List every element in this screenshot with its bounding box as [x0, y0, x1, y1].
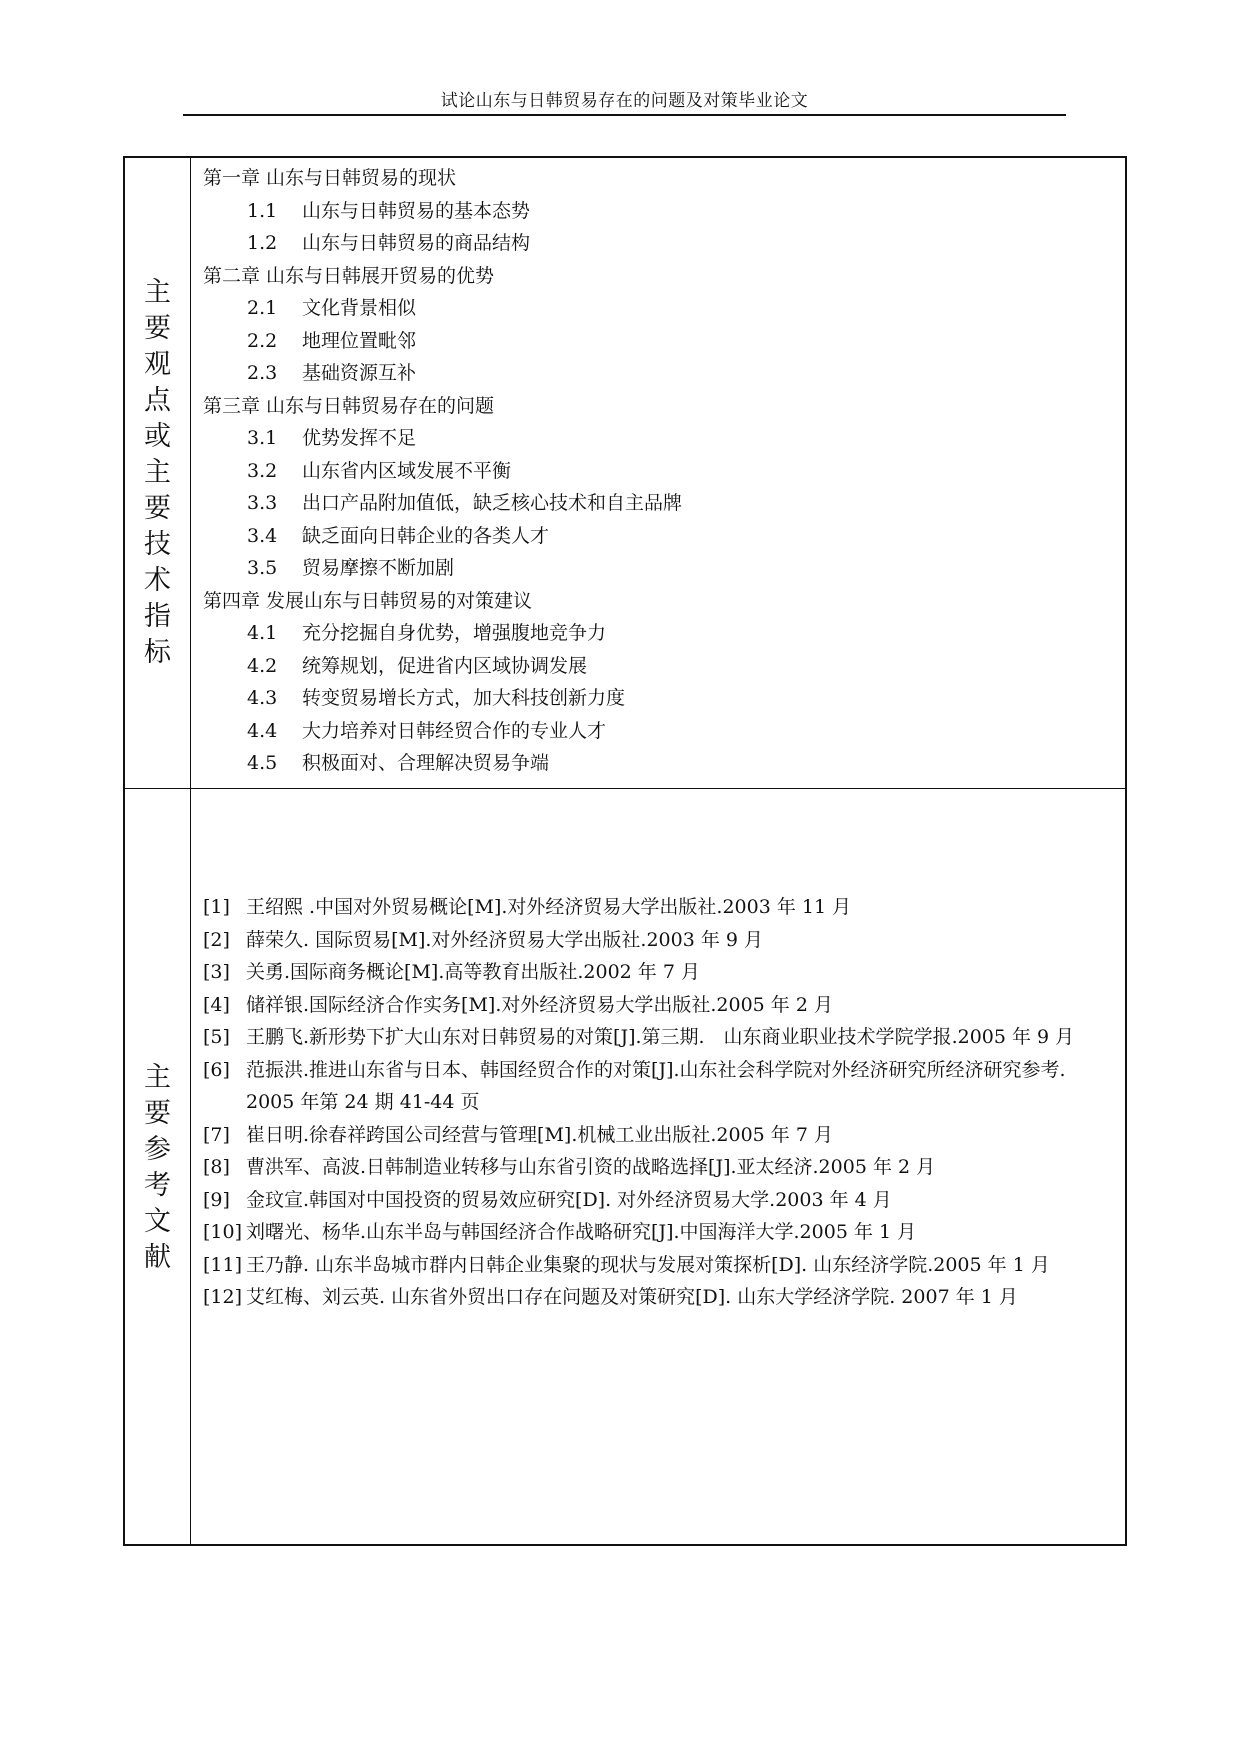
- label-references: [125, 788, 190, 1548]
- reference-number: [8]: [203, 1156, 230, 1178]
- reference-number: [3]: [203, 961, 230, 983]
- section-entry: [203, 487, 1119, 520]
- section-entry: [203, 325, 1119, 358]
- label-char: 要: [144, 313, 171, 344]
- reference-text: 储祥银.国际经济合作实务[M].对外经济贸易大学出版社.2005 年 2 月: [246, 993, 833, 1016]
- reference-item: [203, 1021, 1117, 1054]
- header-rule: [183, 114, 1066, 116]
- reference-text: 王乃静. 山东半岛城市群内日韩企业集聚的现状与发展对策探析[D]. 山东经济学院.2005 年 1 月: [246, 1253, 1050, 1276]
- section-title: 转变贸易增长方式，加大科技创新力度: [302, 687, 626, 709]
- section-title: 山东与日韩贸易的商品结构: [302, 232, 531, 254]
- reference-number: [9]: [203, 1188, 230, 1211]
- section-number: 3.1: [247, 427, 278, 449]
- reference-item: [203, 1184, 1117, 1217]
- reference-item: [203, 1151, 1117, 1184]
- label-char: 标: [144, 637, 171, 668]
- section-title: 山东省内区域发展不平衡: [302, 459, 512, 482]
- reference-number: [12]: [203, 1286, 243, 1308]
- section-title: 贸易摩擦不断加剧: [302, 557, 455, 579]
- section-entry: [203, 357, 1119, 390]
- section-number: 4.5: [247, 752, 278, 774]
- label-char: 主: [144, 277, 171, 308]
- reference-text: 刘曙光、杨华.山东半岛与韩国经济合作战略研究[J].中国海洋大学.2005 年 1 月: [246, 1221, 917, 1243]
- label-char: 参: [144, 1134, 171, 1165]
- section-entry: [203, 650, 1119, 683]
- reference-text: 范振洪.推进山东省与日本、韩国经贸合作的对策[J].山东社会科学院对外经济研究所经济研究参考. 2005 年第 24 期 41-44 页: [246, 1058, 1066, 1113]
- reference-number: [11]: [203, 1253, 243, 1276]
- label-char: 要: [144, 1098, 171, 1129]
- reference-item: [203, 924, 1117, 957]
- reference-item: [203, 989, 1117, 1022]
- label-char: 文: [144, 1206, 171, 1237]
- reference-number: [2]: [203, 928, 230, 951]
- label-char: 观: [144, 349, 171, 380]
- section-number: 4.1: [247, 622, 278, 644]
- section-title: 大力培养对日韩经贸合作的专业人才: [302, 719, 607, 742]
- reference-number: [4]: [203, 993, 230, 1016]
- label-char: 术: [144, 565, 171, 596]
- reference-list: [203, 891, 1117, 1314]
- section-title: 出口产品附加值低，缺乏核心技术和自主品牌: [302, 492, 683, 514]
- section-entry: [203, 455, 1119, 488]
- section-number: 3.3: [247, 492, 278, 514]
- section-title: 地理位置毗邻: [302, 329, 417, 352]
- section-title: 基础资源互补: [302, 362, 417, 384]
- reference-number: [1]: [203, 896, 230, 918]
- section-entry: [203, 715, 1119, 748]
- column-divider: [190, 158, 191, 1544]
- section-number: 4.3: [247, 687, 278, 709]
- label-char: 或: [144, 421, 171, 452]
- section-title: 缺乏面向日韩企业的各类人才: [302, 524, 550, 547]
- reference-text: 王绍熙 .中国对外贸易概论[M].对外经济贸易大学出版社.2003 年 11 月: [246, 896, 852, 918]
- section-number: 2.3: [247, 362, 278, 384]
- chapter-heading: 第二章 山东与日韩展开贸易的优势: [203, 264, 495, 287]
- section-number: 3.4: [247, 524, 278, 547]
- label-char: 献: [144, 1242, 171, 1273]
- section-number: 3.5: [247, 557, 278, 579]
- section-entry: [203, 422, 1119, 455]
- reference-number: [10]: [203, 1221, 243, 1243]
- section-number: 1.1: [247, 199, 278, 222]
- label-char: 要: [144, 493, 171, 524]
- section-entry: [203, 227, 1119, 260]
- section-entry: [203, 292, 1119, 325]
- section-number: 4.4: [247, 719, 278, 742]
- reference-item: [203, 891, 1117, 924]
- reference-item: [203, 1216, 1117, 1249]
- label-main-points: [125, 158, 190, 788]
- label-char: 主: [144, 1062, 171, 1093]
- reference-item: [203, 1054, 1117, 1119]
- section-title: 山东与日韩贸易的基本态势: [302, 199, 531, 222]
- section-title: 充分挖掘自身优势，增强腹地竞争力: [302, 622, 607, 644]
- reference-item: [203, 1281, 1117, 1314]
- section-entry: [203, 682, 1119, 715]
- row-divider: [125, 788, 1125, 789]
- reference-text: 薛荣久. 国际贸易[M].对外经济贸易大学出版社.2003 年 9 月: [246, 928, 763, 951]
- section-number: 1.2: [247, 232, 278, 254]
- section-title: 文化背景相似: [302, 297, 417, 319]
- section-title: 统筹规划，促进省内区域协调发展: [302, 654, 588, 677]
- reference-item: [203, 1249, 1117, 1282]
- label-char: 考: [144, 1170, 171, 1201]
- section-number: 3.2: [247, 459, 278, 482]
- reference-number: [7]: [203, 1123, 230, 1146]
- section-number: 2.2: [247, 329, 278, 352]
- thesis-outline: [203, 162, 1119, 780]
- proposal-table: [123, 156, 1127, 1546]
- reference-text: 王鹏飞.新形势下扩大山东对日韩贸易的对策[J].第三期. 山东商业职业技术学院学报.2005 年 9 月: [246, 1026, 1075, 1048]
- chapter-heading: 第四章 发展山东与日韩贸易的对策建议: [203, 589, 533, 612]
- label-char: 点: [144, 385, 171, 416]
- reference-text: 关勇.国际商务概论[M].高等教育出版社.2002 年 7 月: [246, 961, 700, 983]
- reference-item: [203, 1119, 1117, 1152]
- section-entry: [203, 520, 1119, 553]
- section-entry: [203, 552, 1119, 585]
- label-char: 主: [144, 457, 171, 488]
- reference-text: 艾红梅、刘云英. 山东省外贸出口存在问题及对策研究[D]. 山东大学经济学院. 2007 年 1 月: [246, 1286, 1018, 1308]
- section-entry: [203, 195, 1119, 228]
- label-char: 指: [144, 601, 171, 632]
- label-char: 技: [144, 529, 171, 560]
- running-head: 试论山东与日韩贸易存在的问题及对策毕业论文: [440, 91, 809, 111]
- chapter-heading: 第一章 山东与日韩贸易的现状: [203, 167, 457, 189]
- section-title: 积极面对、合理解决贸易争端: [302, 752, 550, 774]
- reference-text: 金玟宣.韩国对中国投资的贸易效应研究[D]. 对外经济贸易大学.2003 年 4 月: [246, 1188, 892, 1211]
- reference-number: [5]: [203, 1026, 230, 1048]
- reference-number: [6]: [203, 1058, 230, 1081]
- section-number: 4.2: [247, 654, 278, 677]
- chapter-heading: 第三章 山东与日韩贸易存在的问题: [203, 394, 495, 417]
- reference-text: 曹洪军、高波.日韩制造业转移与山东省引资的战略选择[J].亚太经济.2005 年 2 月: [246, 1156, 936, 1178]
- section-entry: [203, 747, 1119, 780]
- section-title: 优势发挥不足: [302, 427, 417, 449]
- section-entry: [203, 617, 1119, 650]
- reference-text: 崔日明.徐春祥跨国公司经营与管理[M].机械工业出版社.2005 年 7 月: [246, 1123, 833, 1146]
- reference-item: [203, 956, 1117, 989]
- section-number: 2.1: [247, 297, 278, 319]
